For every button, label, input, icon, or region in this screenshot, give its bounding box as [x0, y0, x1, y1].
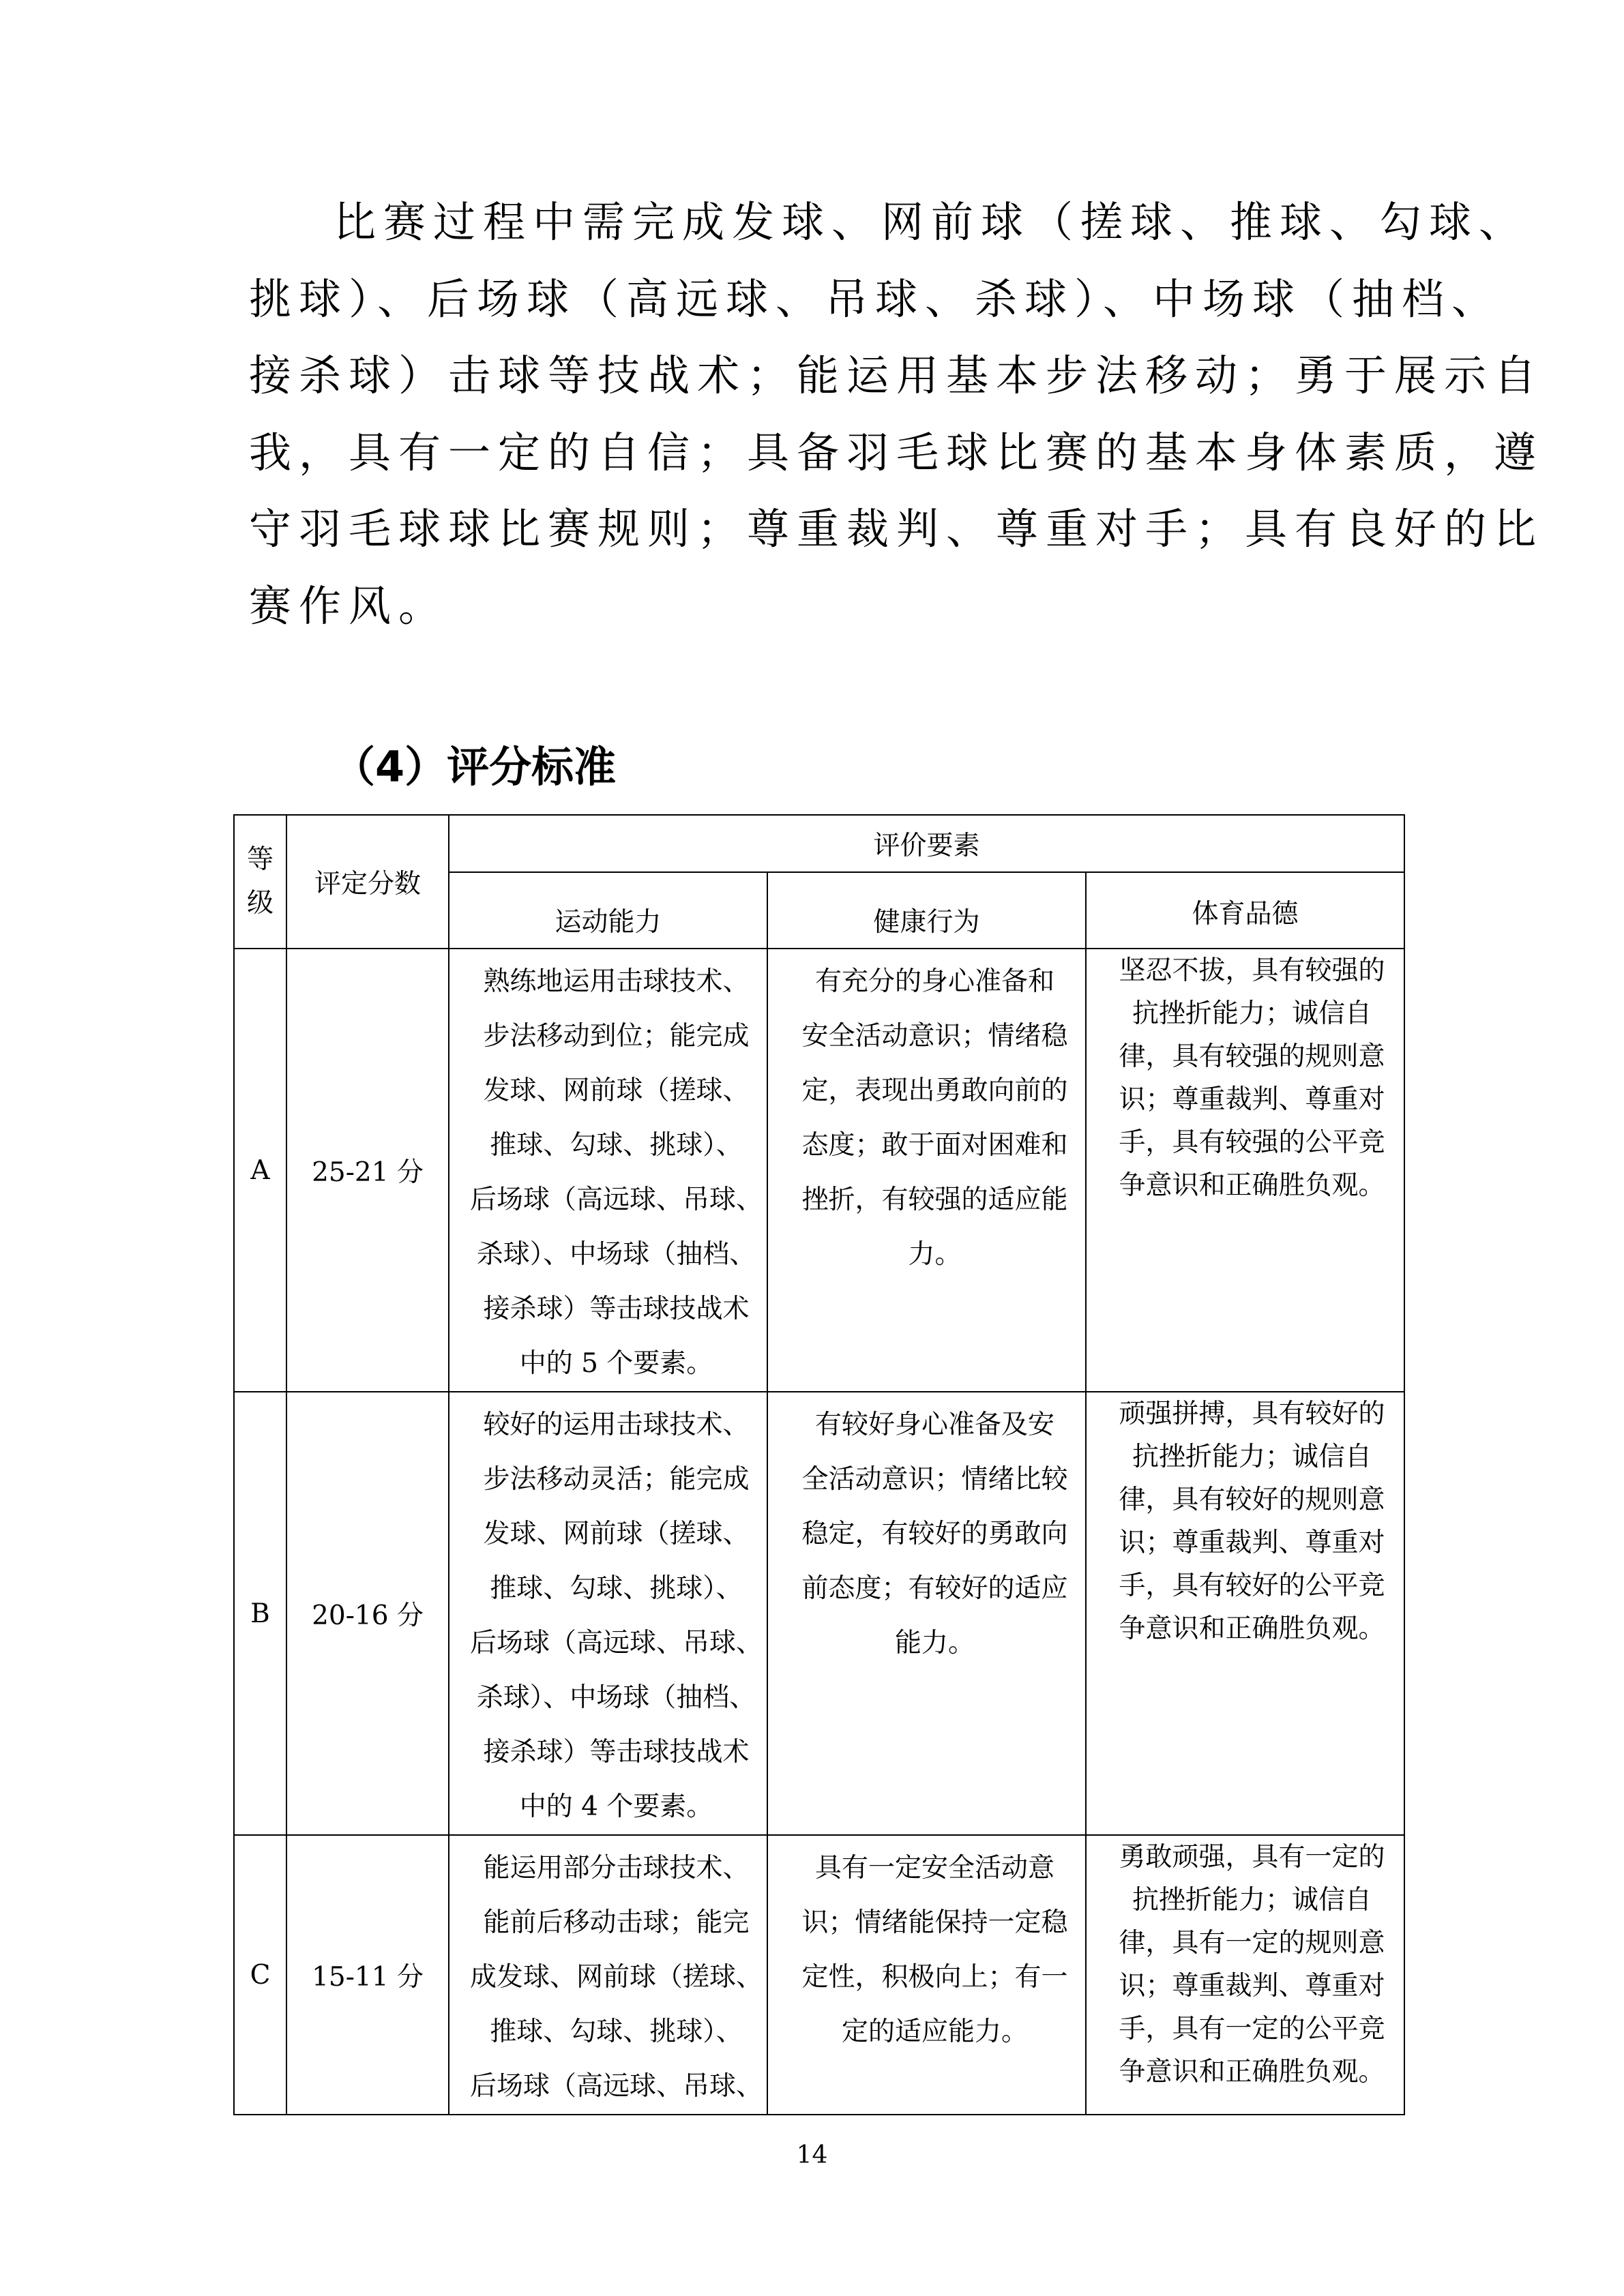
cell-line: 前态度；有较好的适应	[801, 1573, 1068, 1604]
header-grade	[234, 815, 286, 949]
cell-line: 顽强拼搏，具有较好的	[1119, 1399, 1385, 1429]
row-grade: B	[234, 1392, 286, 1835]
table-header-row	[234, 815, 1404, 872]
row-grade: C	[234, 1835, 286, 2115]
cell-line: 定，表现出勇敢向前的	[801, 1075, 1068, 1106]
cell-line: 较好的运用击球技术、	[483, 1410, 750, 1440]
cell-line: 坚忍不拔，具有较强的	[1119, 955, 1385, 986]
cell-line: 力。	[908, 1239, 962, 1270]
cell-line: 勇敢顽强，具有一定的	[1119, 1842, 1385, 1873]
cell-line: 步法移动灵活；能完成	[483, 1464, 750, 1495]
row-grade: A	[234, 949, 286, 1392]
cell-line: 挫折，有较强的适应能	[801, 1184, 1068, 1215]
cell-line: 后场球（高远球、吊球、	[469, 2071, 763, 2102]
row-health	[767, 949, 1086, 1392]
cell-line: 定的适应能力。	[841, 2016, 1028, 2047]
row-score: 15-11 分	[286, 1835, 449, 2115]
header-elements: 评价要素	[449, 815, 1404, 872]
table-row	[234, 1835, 1404, 2115]
header-grade-char: 级	[246, 888, 274, 919]
cell-line: 安全活动意识；情绪稳	[801, 1021, 1068, 1052]
row-motor	[449, 1392, 767, 1835]
cell-line: 发球、网前球（搓球、	[483, 1519, 750, 1549]
cell-line: 后场球（高远球、吊球、	[469, 1628, 763, 1658]
cell-line: 争意识和正确胜负观。	[1119, 1170, 1385, 1201]
header-motor: 运动能力	[449, 872, 767, 949]
cell-line: 杀球）、中场球（抽档、	[476, 1239, 756, 1270]
cell-line: 态度；敢于面对困难和	[801, 1130, 1068, 1161]
cell-line: 识；尊重裁判、尊重对	[1119, 1084, 1385, 1115]
cell-line: 定性，积极向上；有一	[801, 1962, 1068, 1993]
cell-line: 稳定，有较好的勇敢向	[801, 1519, 1068, 1549]
paragraph-line: 我，具有一定的自信；具备羽毛球比赛的基本身体素质，遵	[249, 427, 1544, 477]
cell-line: 律，具有较强的规则意	[1119, 1041, 1385, 1072]
cell-line: 识；尊重裁判、尊重对	[1119, 1971, 1385, 2001]
page-number: 14	[796, 2141, 828, 2169]
paragraph-line: 接杀球）击球等技战术；能运用基本步法移动；勇于展示自	[249, 351, 1544, 400]
cell-line: 后场球（高远球、吊球、	[469, 1184, 763, 1215]
cell-line: 手，具有一定的公平竞	[1119, 2014, 1385, 2044]
section-heading: （4）评分标准	[333, 742, 617, 792]
paragraph-line: 赛作风。	[249, 580, 449, 631]
cell-line: 全活动意识；情绪比较	[801, 1464, 1068, 1495]
table-row	[234, 1392, 1404, 1835]
cell-line: 抗挫折能力；诚信自	[1132, 1442, 1372, 1472]
paragraph-line: 守羽毛球球比赛规则；尊重裁判、尊重对手；具有良好的比	[249, 504, 1544, 554]
row-moral	[1086, 949, 1404, 1392]
cell-line: 能前后移动击球；能完	[483, 1907, 750, 1938]
cell-line: 推球、勾球、挑球）、	[490, 1573, 743, 1604]
cell-line: 步法移动到位；能完成	[483, 1021, 750, 1052]
cell-line: 成发球、网前球（搓球、	[469, 1962, 763, 1993]
cell-line: 中的 5 个要素。	[519, 1348, 713, 1379]
cell-line: 有充分的身心准备和	[814, 966, 1054, 997]
cell-line: 接杀球）等击球技战术	[483, 1294, 750, 1324]
cell-line: 能运用部分击球技术、	[483, 1853, 750, 1883]
row-health	[767, 1392, 1086, 1835]
body-paragraph	[249, 184, 1544, 644]
header-grade-char: 等	[246, 844, 274, 875]
cell-line: 发球、网前球（搓球、	[483, 1075, 750, 1106]
cell-line: 识；情绪能保持一定稳	[801, 1907, 1068, 1938]
cell-line: 律，具有一定的规则意	[1119, 1928, 1385, 1958]
cell-line: 杀球）、中场球（抽档、	[476, 1682, 756, 1713]
header-score: 评定分数	[286, 815, 449, 949]
header-health: 健康行为	[767, 872, 1086, 949]
row-motor	[449, 949, 767, 1392]
row-moral	[1086, 1392, 1404, 1835]
paragraph-line: 比赛过程中需完成发球、网前球（搓球、推球、勾球、	[334, 197, 1529, 247]
table-row	[234, 949, 1404, 1392]
cell-line: 律，具有较好的规则意	[1119, 1485, 1385, 1515]
cell-line: 中的 4 个要素。	[519, 1791, 713, 1822]
cell-line: 手，具有较好的公平竞	[1119, 1570, 1385, 1601]
row-score: 25-21 分	[286, 949, 449, 1392]
cell-line: 具有一定安全活动意	[814, 1853, 1054, 1883]
cell-line: 推球、勾球、挑球）、	[490, 2016, 743, 2047]
row-score: 20-16 分	[286, 1392, 449, 1835]
header-moral: 体育品德	[1086, 872, 1404, 949]
cell-line: 熟练地运用击球技术、	[483, 966, 750, 997]
cell-line: 识；尊重裁判、尊重对	[1119, 1527, 1385, 1558]
row-health	[767, 1835, 1086, 2115]
cell-line: 接杀球）等击球技战术	[483, 1737, 750, 1768]
cell-line: 有较好身心准备及安	[814, 1410, 1054, 1440]
cell-line: 能力。	[894, 1628, 975, 1658]
paragraph-line: 挑球）、后场球（高远球、吊球、杀球）、中场球（抽档、	[249, 273, 1502, 324]
row-motor	[449, 1835, 767, 2115]
cell-line: 争意识和正确胜负观。	[1119, 1613, 1385, 1644]
cell-line: 推球、勾球、挑球）、	[490, 1130, 743, 1161]
row-moral	[1086, 1835, 1404, 2115]
scoring-table	[233, 814, 1405, 2115]
cell-line: 抗挫折能力；诚信自	[1132, 998, 1372, 1029]
cell-line: 手，具有较强的公平竞	[1119, 1127, 1385, 1158]
cell-line: 争意识和正确胜负观。	[1119, 2057, 1385, 2087]
cell-line: 抗挫折能力；诚信自	[1132, 1885, 1372, 1915]
